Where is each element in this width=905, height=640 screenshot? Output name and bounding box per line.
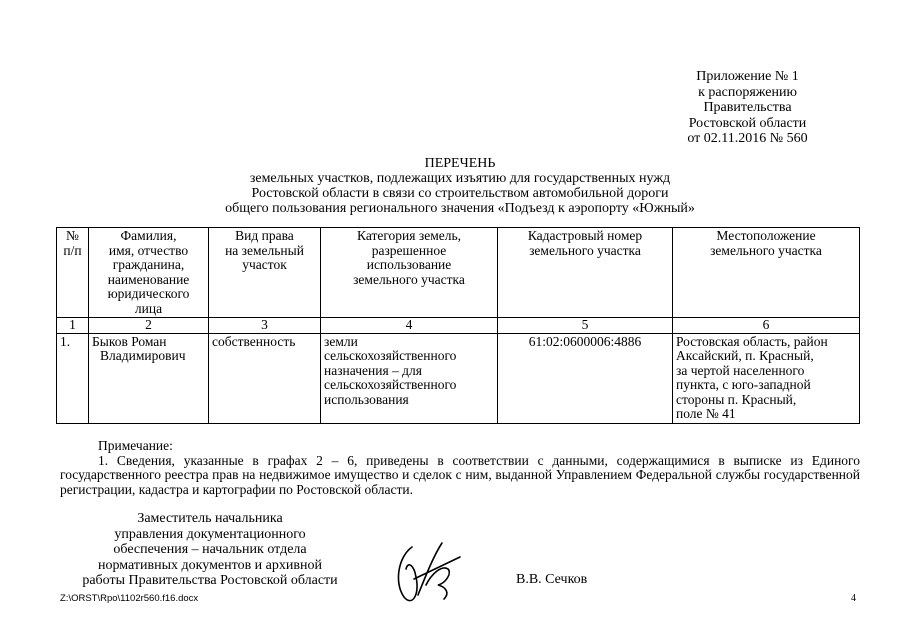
land-plots-table — [56, 227, 860, 424]
header-text: гражданина, — [112, 257, 185, 272]
header-text: имя, отчество — [108, 242, 189, 258]
header-text: земельного участка — [353, 271, 465, 287]
header-text: Фамилия, — [120, 228, 177, 243]
cell-num: 1. — [57, 333, 89, 423]
cell-right — [209, 333, 321, 423]
header-text: лица — [134, 300, 163, 316]
cell-text: назначения – для — [324, 362, 422, 378]
title-line: земельных участков, подлежащих изъятию для государственных нужд — [249, 171, 671, 186]
appendix-line: Приложение № 1 — [696, 69, 799, 84]
header-text: разрешенное — [371, 242, 447, 258]
cell-text: собственность — [212, 333, 296, 349]
cell-text: сельскохозяйственного — [324, 348, 457, 363]
column-number: 3 — [209, 318, 321, 334]
signatory-line: Заместитель начальника — [137, 511, 283, 526]
cell-text: Аксайский, п. Красный, — [676, 348, 814, 363]
header-text: на земельный — [225, 242, 304, 258]
cell-text: земли — [324, 333, 358, 349]
header-text: использование — [366, 257, 452, 272]
note-heading: Примечание: — [98, 438, 173, 453]
signatory-name: В.В. Сечков — [516, 572, 588, 587]
cell-cadastral — [498, 333, 673, 423]
signatory-line: работы Правительства Ростовской области — [82, 573, 338, 588]
appendix-line: Правительства — [703, 100, 792, 115]
header-text: участок — [242, 257, 287, 272]
appendix-line: от 02.11.2016 № 560 — [687, 131, 808, 146]
header-cell-location — [673, 228, 860, 318]
column-number: 6 — [673, 318, 860, 334]
cell-text: сельскохозяйственного — [324, 377, 457, 392]
column-number: 1 — [57, 318, 89, 334]
column-number: 4 — [321, 318, 498, 334]
signatory-position — [60, 511, 360, 589]
cell-text: за чертой населенного — [676, 362, 805, 378]
signatory-line: управления документационного — [114, 526, 306, 542]
header-text: юридического — [107, 286, 190, 301]
cell-text: поле № 41 — [676, 406, 736, 421]
header-cell-num — [57, 228, 89, 318]
header-text: № — [66, 228, 79, 243]
title-line: Ростовской области в связи со строительством автомобильной дороги — [251, 186, 669, 201]
cell-text: Быков Роман — [92, 333, 167, 349]
header-cell-category — [321, 228, 498, 318]
signatory-line: нормативных документов и архивной — [98, 557, 322, 573]
header-text: Категория земель, — [357, 228, 461, 243]
file-path: Z:\ORST\Rpo\1102r560.f16.docx — [60, 593, 199, 604]
page-number: 4 — [851, 593, 856, 604]
document-title — [150, 156, 770, 216]
appendix-line: к распоряжению — [698, 84, 797, 100]
header-cell-right — [209, 228, 321, 318]
column-number: 5 — [498, 318, 673, 334]
cell-text: использования — [324, 391, 409, 407]
cell-name — [89, 333, 209, 423]
cell-category — [321, 333, 498, 423]
table-row — [57, 333, 860, 423]
header-text: п/п — [63, 242, 82, 258]
note-block — [60, 439, 860, 497]
header-cell-name — [89, 228, 209, 318]
cell-text: Ростовская область, район — [676, 333, 828, 349]
header-text: наименование — [107, 271, 190, 287]
header-text: Вид права — [235, 228, 294, 243]
header-text: Кадастровый номер — [527, 228, 643, 243]
cell-text: стороны п. Красный, — [676, 391, 797, 407]
header-text: земельного участка — [529, 242, 641, 258]
title-line: общего пользования регионального значения «Подъезд к аэропорту «Южный» — [225, 201, 695, 216]
cell-text: пункта, с юго-западной — [676, 377, 811, 392]
appendix-line: Ростовской области — [688, 115, 807, 131]
cell-text: Владимирович — [100, 348, 186, 363]
header-cell-cadastral — [498, 228, 673, 318]
signatory-line: обеспечения – начальник отдела — [113, 542, 307, 557]
table-header-row — [57, 228, 860, 318]
handwritten-signature — [390, 535, 470, 615]
title-heading: ПЕРЕЧЕНЬ — [424, 156, 496, 171]
column-number: 2 — [89, 318, 209, 334]
appendix-block — [640, 69, 855, 147]
note-text: 1. Сведения, указанные в графах 2 – 6, приведены в соответствии с данными, содержащимися в выписке из Единого государственного реестра прав на недвижимое имущество и сделок с ним, выданной Управлением Федеральной службы государственной регистрации, кадастра и картографии по Ростовской области. — [60, 452, 860, 497]
header-text: земельного участка — [710, 242, 822, 258]
header-text: Местоположение — [716, 228, 816, 243]
cell-text: 61:02:0600006:4886 — [528, 333, 642, 349]
column-number-row — [57, 318, 860, 334]
cell-location — [673, 333, 860, 423]
